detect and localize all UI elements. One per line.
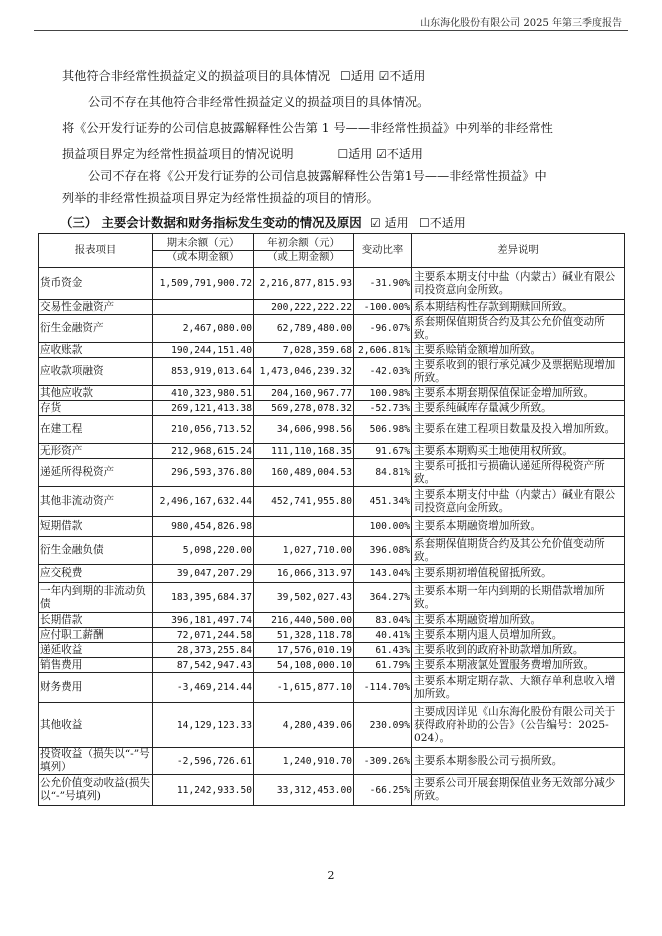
row-reason: 主要系可抵扣亏损确认递延所得税资产所致。 bbox=[412, 459, 625, 487]
table-row bbox=[39, 673, 625, 703]
table-row bbox=[39, 643, 625, 658]
row-begin-balance: 17,576,010.19 bbox=[254, 643, 354, 658]
row-item: 一年内到期的非流动负债 bbox=[39, 583, 153, 613]
row-end-balance: 2,496,167,632.44 bbox=[153, 487, 254, 517]
row-item: 应收账款 bbox=[39, 343, 153, 358]
row-begin-balance: 2,216,877,815.93 bbox=[254, 268, 354, 300]
table-row bbox=[39, 565, 625, 583]
row-item: 投资收益（损失以“-”号填列） bbox=[39, 748, 153, 775]
row-reason: 系套期保值期货合约及其公允价值变动所致。 bbox=[412, 537, 625, 565]
row-reason: 主要成因详见《山东海化股份有限公司关于获得政府补助的公告》（公告编号：2025-024）。 bbox=[412, 703, 625, 748]
table-row bbox=[39, 343, 625, 358]
row-change: 61.43% bbox=[354, 643, 412, 658]
paragraph-reclassification-text: 损益项目界定为经常性损益项目的情况说明 bbox=[62, 147, 294, 161]
row-begin-balance: 54,108,000.10 bbox=[254, 658, 354, 673]
row-change: 506.98% bbox=[354, 416, 412, 444]
row-begin-balance: 1,240,910.70 bbox=[254, 748, 354, 775]
row-end-balance: 28,373,255.84 bbox=[153, 643, 254, 658]
row-change: -31.90% bbox=[354, 268, 412, 300]
checkbox-not-applicable-2[interactable]: ☑不适用 bbox=[376, 147, 423, 161]
table-row bbox=[39, 315, 625, 343]
row-begin-balance: 452,741,955.80 bbox=[254, 487, 354, 517]
row-begin-balance: -1,615,877.10 bbox=[254, 673, 354, 703]
row-item: 无形资产 bbox=[39, 444, 153, 459]
row-begin-balance: 200,222,222.22 bbox=[254, 300, 354, 315]
table-row bbox=[39, 517, 625, 537]
row-change: -100.00% bbox=[354, 300, 412, 315]
row-item: 应交税费 bbox=[39, 565, 153, 583]
row-change: -52.73% bbox=[354, 401, 412, 416]
table-row bbox=[39, 537, 625, 565]
row-reason: 系套期保值期货合约及其公允价值变动所致。 bbox=[412, 315, 625, 343]
row-end-balance: 396,181,497.74 bbox=[153, 613, 254, 628]
checkbox-applicable-2[interactable]: ☐适用 bbox=[337, 147, 373, 161]
row-item: 短期借款 bbox=[39, 517, 153, 537]
row-change: -96.07% bbox=[354, 315, 412, 343]
row-change: 83.04% bbox=[354, 613, 412, 628]
table-row bbox=[39, 487, 625, 517]
row-end-balance: -3,469,214.44 bbox=[153, 673, 254, 703]
row-item: 存货 bbox=[39, 401, 153, 416]
row-begin-balance: 7,028,359.68 bbox=[254, 343, 354, 358]
checkbox-section-applicable[interactable]: ☑ 适用 bbox=[370, 216, 409, 230]
row-reason: 主要系公司开展套期保值业务无效部分减少所致。 bbox=[412, 775, 625, 806]
page-number: 2 bbox=[327, 869, 335, 882]
row-item: 递延收益 bbox=[39, 643, 153, 658]
row-item: 长期借款 bbox=[39, 613, 153, 628]
section-heading bbox=[60, 213, 466, 231]
row-end-balance: 410,323,980.51 bbox=[153, 386, 254, 401]
checkbox-section-not-applicable[interactable]: ☐不适用 bbox=[418, 216, 466, 230]
table-row bbox=[39, 628, 625, 643]
row-begin-balance: 34,606,998.56 bbox=[254, 416, 354, 444]
header-item: 报表项目 bbox=[39, 234, 153, 268]
row-begin-balance: 204,160,967.77 bbox=[254, 386, 354, 401]
row-begin-balance: 569,278,078.32 bbox=[254, 401, 354, 416]
row-end-balance: 72,071,244.58 bbox=[153, 628, 254, 643]
row-change: 100.98% bbox=[354, 386, 412, 401]
row-item: 衍生金融负债 bbox=[39, 537, 153, 565]
table-row bbox=[39, 775, 625, 806]
row-change: 451.34% bbox=[354, 487, 412, 517]
header-divider bbox=[34, 30, 628, 31]
table-body bbox=[39, 268, 625, 806]
row-item: 财务费用 bbox=[39, 673, 153, 703]
row-end-balance: 210,056,713.52 bbox=[153, 416, 254, 444]
row-reason: 主要系本期定期存款、大额存单利息收入增加所致。 bbox=[412, 673, 625, 703]
row-reason: 主要系本期液氯处置服务费增加所致。 bbox=[412, 658, 625, 673]
row-item: 应付职工薪酬 bbox=[39, 628, 153, 643]
row-change: 61.79% bbox=[354, 658, 412, 673]
row-end-balance: 2,467,080.00 bbox=[153, 315, 254, 343]
row-end-balance: 87,542,947.43 bbox=[153, 658, 254, 673]
table-row bbox=[39, 358, 625, 386]
checkbox-not-applicable[interactable]: ☑不适用 bbox=[378, 69, 426, 83]
row-end-balance: 269,121,413.38 bbox=[153, 401, 254, 416]
header-begin-balance-label: 年初余额（元） bbox=[267, 237, 340, 249]
row-end-balance: 11,242,933.50 bbox=[153, 775, 254, 806]
row-reason: 主要系本期一年内到期的长期借款增加所致。 bbox=[412, 583, 625, 613]
table-row bbox=[39, 444, 625, 459]
row-change: 396.08% bbox=[354, 537, 412, 565]
row-reason: 主要系本期内退人员增加所致。 bbox=[412, 628, 625, 643]
row-item: 交易性金融资产 bbox=[39, 300, 153, 315]
table-row bbox=[39, 658, 625, 673]
row-reason: 系本期结构性存款到期赎回所致。 bbox=[412, 300, 625, 315]
header-begin-balance bbox=[254, 234, 354, 268]
table-row bbox=[39, 748, 625, 775]
row-end-balance: -2,596,726.61 bbox=[153, 748, 254, 775]
row-reason: 主要系期初增值税留抵所致。 bbox=[412, 565, 625, 583]
paragraph-other-items-text: 其他符合非经常性损益定义的损益项目的具体情况 bbox=[62, 69, 331, 83]
row-begin-balance: 62,789,480.00 bbox=[254, 315, 354, 343]
table-row bbox=[39, 459, 625, 487]
row-reason: 主要系在建工程项目数量及投入增加所致。 bbox=[412, 416, 625, 444]
row-item: 递延所得税资产 bbox=[39, 459, 153, 487]
paragraph-reclassification-line1: 将《公开发行证券的公司信息披露解释性公告第 1 号——非经常性损益》中列举的非经常性 bbox=[62, 121, 553, 135]
table-row bbox=[39, 300, 625, 315]
row-change: 364.27% bbox=[354, 583, 412, 613]
row-reason: 主要系收到的银行承兑减少及票据贴现增加所致。 bbox=[412, 358, 625, 386]
row-reason: 主要系纯碱库存量减少所致。 bbox=[412, 401, 625, 416]
row-begin-balance: 160,489,004.53 bbox=[254, 459, 354, 487]
paragraph-reclassification-line2 bbox=[62, 146, 423, 163]
row-reason: 主要系赊销金额增加所致。 bbox=[412, 343, 625, 358]
paragraph-no-reclassification-line1: 公司不存在将《公开发行证券的公司信息披露解释性公告第1号——非经常性损益》中 bbox=[88, 169, 547, 183]
row-begin-balance: 16,066,313.97 bbox=[254, 565, 354, 583]
paragraph-other-items bbox=[62, 68, 425, 85]
table-row bbox=[39, 583, 625, 613]
row-end-balance: 5,098,220.00 bbox=[153, 537, 254, 565]
row-change: 91.67% bbox=[354, 444, 412, 459]
header-reason: 差异说明 bbox=[412, 234, 625, 268]
row-reason: 主要系本期融资增加所致。 bbox=[412, 613, 625, 628]
row-end-balance: 853,919,013.64 bbox=[153, 358, 254, 386]
row-change: 2,606.81% bbox=[354, 343, 412, 358]
row-end-balance: 980,454,826.98 bbox=[153, 517, 254, 537]
header-end-balance-sub: （或本期金额） bbox=[153, 250, 253, 264]
row-change: 230.09% bbox=[354, 703, 412, 748]
row-end-balance: 190,244,151.40 bbox=[153, 343, 254, 358]
row-end-balance: 296,593,376.80 bbox=[153, 459, 254, 487]
row-begin-balance: 1,027,710.00 bbox=[254, 537, 354, 565]
row-item: 在建工程 bbox=[39, 416, 153, 444]
table-row bbox=[39, 401, 625, 416]
row-change: 40.41% bbox=[354, 628, 412, 643]
row-begin-balance: 216,440,500.00 bbox=[254, 613, 354, 628]
row-change: 143.04% bbox=[354, 565, 412, 583]
row-item: 其他非流动资产 bbox=[39, 487, 153, 517]
header-change: 变动比率 bbox=[354, 234, 412, 268]
header-begin-balance-sub: （或上期金额） bbox=[254, 250, 353, 264]
page-header: 山东海化股份有限公司 2025 年第三季度报告 bbox=[420, 18, 622, 29]
row-begin-balance: 39,502,027.43 bbox=[254, 583, 354, 613]
paragraph-no-other-items: 公司不存在其他符合非经常性损益定义的损益项目的具体情况。 bbox=[88, 95, 430, 109]
table-row bbox=[39, 386, 625, 401]
row-item: 货币资金 bbox=[39, 268, 153, 300]
row-end-balance bbox=[153, 300, 254, 315]
row-end-balance: 1,509,791,900.72 bbox=[153, 268, 254, 300]
row-begin-balance: 1,473,046,239.32 bbox=[254, 358, 354, 386]
header-end-balance-label: 期末余额（元） bbox=[166, 237, 240, 249]
checkbox-applicable[interactable]: ☐适用 bbox=[340, 69, 375, 83]
row-reason: 主要系本期购买土地使用权所致。 bbox=[412, 444, 625, 459]
row-reason: 主要系收到的政府补助款增加所致。 bbox=[412, 643, 625, 658]
row-end-balance: 39,047,207.29 bbox=[153, 565, 254, 583]
table-row bbox=[39, 268, 625, 300]
section-title: （三） 主要会计数据和财务指标发生变动的情况及原因 bbox=[60, 215, 362, 230]
row-change: -42.03% bbox=[354, 358, 412, 386]
row-end-balance: 183,395,684.37 bbox=[153, 583, 254, 613]
row-begin-balance: 4,280,439.06 bbox=[254, 703, 354, 748]
row-item: 其他应收款 bbox=[39, 386, 153, 401]
row-change: -114.70% bbox=[354, 673, 412, 703]
row-reason: 主要系本期参股公司亏损所致。 bbox=[412, 748, 625, 775]
row-item: 销售费用 bbox=[39, 658, 153, 673]
row-change: -66.25% bbox=[354, 775, 412, 806]
row-item: 其他收益 bbox=[39, 703, 153, 748]
row-begin-balance bbox=[254, 517, 354, 537]
table-row bbox=[39, 613, 625, 628]
row-item: 公允价值变动收益(损失以“-”号填列) bbox=[39, 775, 153, 806]
row-change: -309.26% bbox=[354, 748, 412, 775]
paragraph-no-reclassification-line2: 列举的非经常性损益项目界定为经常性损益的项目的情形。 bbox=[62, 191, 379, 205]
row-item: 应收款项融资 bbox=[39, 358, 153, 386]
row-end-balance: 212,968,615.24 bbox=[153, 444, 254, 459]
row-reason: 主要系本期套期保值保证金增加所致。 bbox=[412, 386, 625, 401]
row-reason: 主要系本期融资增加所致。 bbox=[412, 517, 625, 537]
table-row bbox=[39, 416, 625, 444]
row-change: 100.00% bbox=[354, 517, 412, 537]
row-begin-balance: 33,312,453.00 bbox=[254, 775, 354, 806]
row-begin-balance: 111,110,168.35 bbox=[254, 444, 354, 459]
financial-changes-table bbox=[38, 233, 625, 806]
header-end-balance bbox=[153, 234, 254, 268]
row-reason: 主要系本期支付中盐（内蒙古）碱业有限公司投资意向金所致。 bbox=[412, 268, 625, 300]
row-change: 84.81% bbox=[354, 459, 412, 487]
table-header-row bbox=[39, 234, 625, 268]
row-begin-balance: 51,328,118.78 bbox=[254, 628, 354, 643]
row-reason: 主要系本期支付中盐（内蒙古）碱业有限公司投资意向金所致。 bbox=[412, 487, 625, 517]
row-end-balance: 14,129,123.33 bbox=[153, 703, 254, 748]
table-row bbox=[39, 703, 625, 748]
row-item: 衍生金融资产 bbox=[39, 315, 153, 343]
